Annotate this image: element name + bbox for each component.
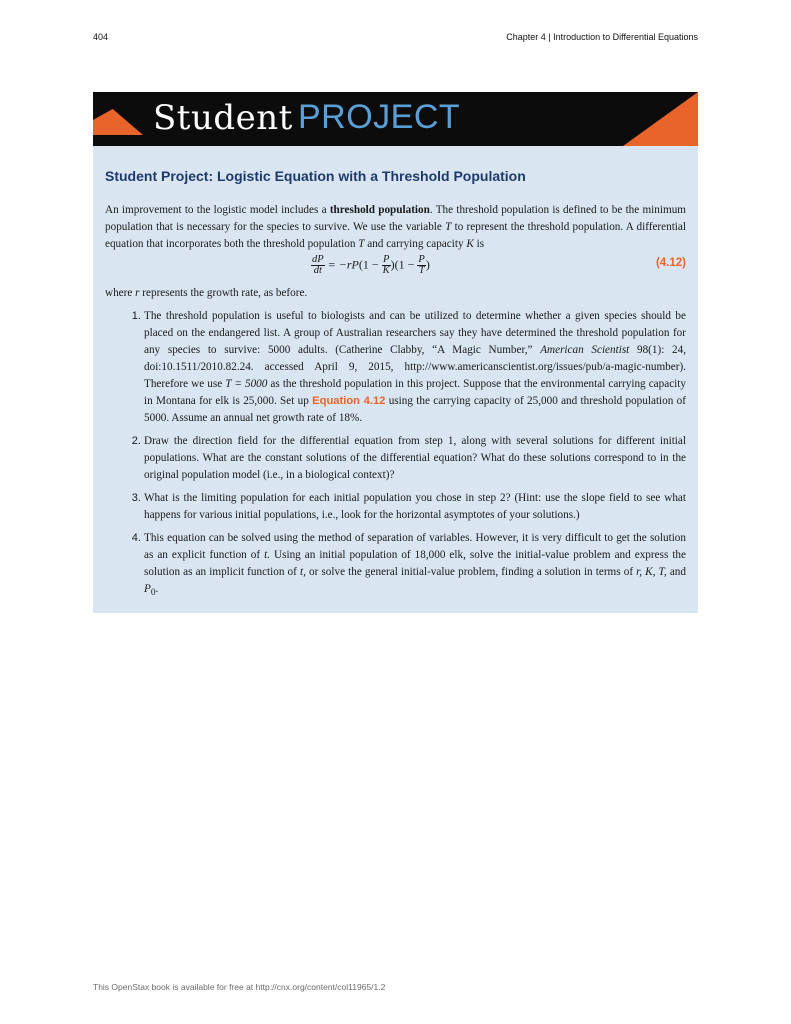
task-text: (Hint: use the slope field to see what happens for various initial populations, i.e., look for the horizontal asymptotes of your solutions.) (144, 492, 687, 521)
paren-close: ) (425, 257, 430, 272)
task-text: . Assume an annual net growth rate of (166, 412, 339, 424)
task-text: and (666, 566, 686, 578)
task-text: . (359, 412, 363, 424)
variable-t: T (445, 221, 452, 233)
intro-text: is (473, 238, 485, 250)
task-text: This equation can be solved using the method of separation of variables. However, it is very difficult to get the solution as an explicit function of (144, 532, 686, 561)
page-number: 404 (93, 32, 109, 42)
task-item-4 (144, 530, 686, 602)
task-text: using the carrying capacity of (385, 395, 528, 407)
math-variables: r, K, T, (636, 566, 667, 578)
task-list (105, 308, 686, 602)
task-item-2 (144, 433, 686, 484)
task-text: or solve the general initial-value problem, finding a solution in terms of (305, 566, 637, 578)
task-text: as the threshold population in this project. Suppose that the environmental carrying capacity in Montana for elk is (144, 378, 686, 407)
fraction-numerator: P (382, 254, 390, 265)
math-value: 18% (338, 412, 360, 424)
math-value: 25,000 (243, 395, 274, 407)
equation-middle: = −rP (324, 257, 359, 272)
intro-text: to represent the threshold population. A differential equation that incorporates both the threshold population (105, 221, 686, 250)
task-text: . Set up (273, 395, 313, 407)
math-value: 5000 (144, 412, 167, 424)
task-text: along with several solutions for different initial populations. What are the constant solutions of the differential equation? What do these solutions correspond to in the original population model (i.e., in a biological context)? (144, 435, 686, 481)
fraction-dp-dt (311, 255, 325, 276)
banner-corner-right (623, 92, 698, 146)
logistic-threshold-equation (311, 255, 430, 276)
body-text: where (105, 287, 136, 299)
student-project-box (93, 92, 698, 613)
equation-number: (4.12) (655, 257, 686, 269)
banner-corner-left-cut (93, 92, 143, 120)
task-text: . (155, 583, 159, 595)
task-text: Using an initial population of (270, 549, 415, 561)
body-text: represents the growth rate, as before. (139, 287, 308, 299)
fraction-denominator: K (382, 265, 390, 276)
fraction-denominator: T (418, 265, 425, 276)
banner-student-text: Student (153, 98, 293, 138)
fraction-p-t (417, 255, 425, 276)
equation-row (105, 255, 686, 281)
math-value: 1, (447, 435, 457, 447)
subscript-zero: 0 (150, 588, 156, 599)
intro-text: An improvement to the logistic model includes a (105, 204, 330, 216)
intro-text: . The threshold population is defined to be the minimum population that is necessary for the species to survive. We use the variable (105, 204, 686, 233)
fraction-p-k (382, 255, 391, 276)
task-item-1 (144, 308, 686, 427)
intro-paragraph (105, 202, 686, 253)
variable-r: r (135, 287, 140, 299)
math-value: 5000 (267, 344, 291, 356)
variable-t: t, (299, 566, 306, 578)
banner-project-text: PROJECT (298, 98, 461, 136)
variable-p: P (144, 583, 151, 595)
threshold-term: threshold population (329, 204, 430, 216)
task-text: What is the limiting population for each initial population you chose in step (144, 492, 500, 504)
task-text: 98(1): 24, doi:10.1511/2010.82.24. accessed April 9, 2015, http://www.americanscientist.org/issues/pub/a-magic-number). Therefore we use (144, 344, 686, 390)
math-value: 18,000 (414, 549, 446, 561)
footer-note: This OpenStax book is available for free at http://cnx.org/content/col11965/1.2 (93, 982, 386, 992)
student-project-banner (93, 92, 698, 146)
task-item-3 (144, 490, 686, 524)
project-title: Student Project: Logistic Equation with a Threshold Population (105, 168, 526, 184)
fraction-numerator: P (418, 254, 425, 265)
equation-link[interactable]: Equation 4.12 (312, 395, 386, 407)
intro-text: and carrying capacity (364, 238, 467, 250)
paren-close: ) (390, 257, 395, 272)
task-text: The threshold population is useful to biologists and can be utilized to determine whether a given species should be placed on the endangered list. A group of Australian researchers say they have determined the threshold population for any species to survive: (144, 310, 686, 356)
project-content (93, 168, 698, 602)
journal-title: American Scientist (540, 344, 630, 356)
task-text: adults. (Catherine Clabby, “A Magic Number,” (290, 344, 541, 356)
growth-rate-sentence (105, 285, 686, 302)
task-text: elk, solve the initial-value problem and express the solution as an implicit function of (144, 549, 686, 578)
chapter-header: Chapter 4 | Introduction to Differential Equations (506, 32, 698, 42)
fraction-denominator: dt (313, 265, 322, 276)
paren-open: (1 − (358, 257, 382, 272)
fraction-numerator: dP (312, 254, 324, 265)
variable-t: T (358, 238, 365, 250)
variable-k: K (466, 238, 474, 250)
math-value: 2? (499, 492, 511, 504)
task-text: Draw the direction field for the differential equation from step (144, 435, 448, 447)
task-text: and threshold population of (557, 395, 686, 407)
math-expression: T = 5000 (225, 378, 268, 390)
math-value: 25,000 (527, 395, 558, 407)
paren-open: (1 − (394, 257, 418, 272)
variable-t: t. (264, 549, 271, 561)
